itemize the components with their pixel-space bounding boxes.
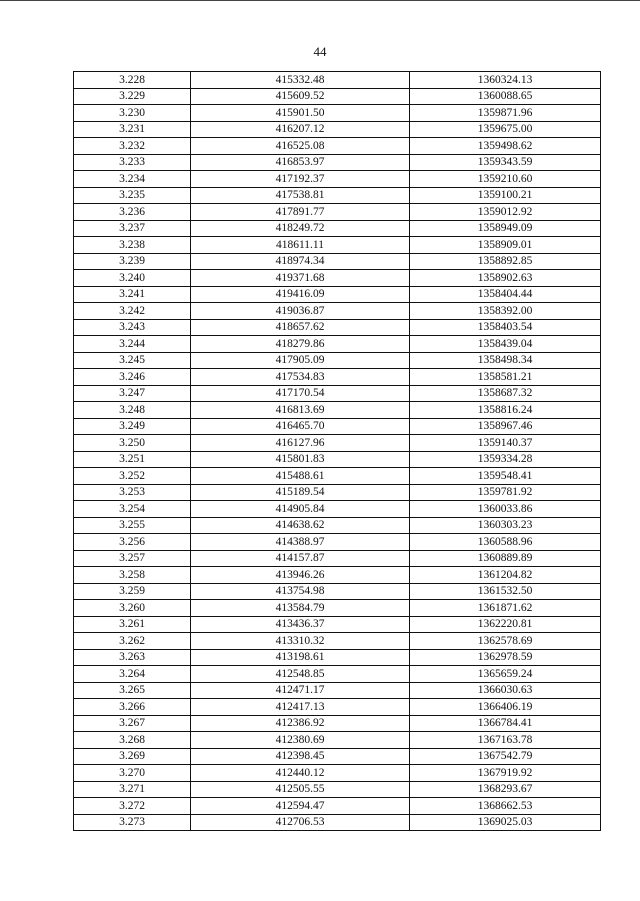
x-coordinate-cell: 415189.54 [191,484,410,501]
point-number-cell: 3.256 [74,534,191,551]
x-coordinate-cell: 419036.87 [191,303,410,320]
point-number-cell: 3.251 [74,451,191,468]
table-row [74,484,601,501]
point-number-cell: 3.262 [74,633,191,650]
y-coordinate-cell: 1360324.13 [410,72,601,89]
point-number-cell: 3.263 [74,649,191,666]
y-coordinate-cell: 1359675.00 [410,121,601,138]
point-number-cell: 3.270 [74,765,191,782]
y-coordinate-cell: 1359781.92 [410,484,601,501]
y-coordinate-cell: 1358439.04 [410,336,601,353]
x-coordinate-cell: 412380.69 [191,732,410,749]
x-coordinate-cell: 412471.17 [191,682,410,699]
coordinates-table [73,71,601,831]
y-coordinate-cell: 1359548.41 [410,468,601,485]
point-number-cell: 3.255 [74,517,191,534]
table-row [74,435,601,452]
point-number-cell: 3.264 [74,666,191,683]
y-coordinate-cell: 1358392.00 [410,303,601,320]
x-coordinate-cell: 416465.70 [191,418,410,435]
x-coordinate-cell: 415332.48 [191,72,410,89]
page-top-border [0,0,640,1]
x-coordinate-cell: 417534.83 [191,369,410,386]
x-coordinate-cell: 417192.37 [191,171,410,188]
table-row [74,402,601,419]
point-number-cell: 3.234 [74,171,191,188]
x-coordinate-cell: 415901.50 [191,105,410,122]
x-coordinate-cell: 412505.55 [191,781,410,798]
point-number-cell: 3.246 [74,369,191,386]
point-number-cell: 3.268 [74,732,191,749]
table-row [74,633,601,650]
table-row [74,550,601,567]
table-row [74,352,601,369]
point-number-cell: 3.254 [74,501,191,518]
y-coordinate-cell: 1369025.03 [410,814,601,831]
table-row [74,649,601,666]
x-coordinate-cell: 416853.97 [191,154,410,171]
point-number-cell: 3.253 [74,484,191,501]
x-coordinate-cell: 418611.11 [191,237,410,254]
x-coordinate-cell: 419416.09 [191,286,410,303]
point-number-cell: 3.233 [74,154,191,171]
y-coordinate-cell: 1367163.78 [410,732,601,749]
point-number-cell: 3.269 [74,748,191,765]
point-number-cell: 3.236 [74,204,191,221]
x-coordinate-cell: 415609.52 [191,88,410,105]
y-coordinate-cell: 1366406.19 [410,699,601,716]
x-coordinate-cell: 412548.85 [191,666,410,683]
table-row [74,187,601,204]
table-row [74,666,601,683]
y-coordinate-cell: 1367542.79 [410,748,601,765]
y-coordinate-cell: 1362978.59 [410,649,601,666]
y-coordinate-cell: 1358404.44 [410,286,601,303]
point-number-cell: 3.244 [74,336,191,353]
point-number-cell: 3.250 [74,435,191,452]
table-row [74,715,601,732]
table-row [74,616,601,633]
point-number-cell: 3.240 [74,270,191,287]
point-number-cell: 3.241 [74,286,191,303]
point-number-cell: 3.267 [74,715,191,732]
table-row [74,583,601,600]
point-number-cell: 3.231 [74,121,191,138]
table-row [74,748,601,765]
point-number-cell: 3.272 [74,798,191,815]
y-coordinate-cell: 1359334.28 [410,451,601,468]
table-row [74,204,601,221]
point-number-cell: 3.242 [74,303,191,320]
y-coordinate-cell: 1360889.89 [410,550,601,567]
table-row [74,286,601,303]
y-coordinate-cell: 1358687.32 [410,385,601,402]
point-number-cell: 3.245 [74,352,191,369]
y-coordinate-cell: 1366030.63 [410,682,601,699]
y-coordinate-cell: 1361532.50 [410,583,601,600]
table-row [74,567,601,584]
x-coordinate-cell: 418249.72 [191,220,410,237]
point-number-cell: 3.265 [74,682,191,699]
point-number-cell: 3.258 [74,567,191,584]
point-number-cell: 3.230 [74,105,191,122]
x-coordinate-cell: 413754.98 [191,583,410,600]
table-row [74,253,601,270]
y-coordinate-cell: 1358498.34 [410,352,601,369]
point-number-cell: 3.273 [74,814,191,831]
table-row [74,385,601,402]
table-row [74,699,601,716]
point-number-cell: 3.248 [74,402,191,419]
y-coordinate-cell: 1358967.46 [410,418,601,435]
x-coordinate-cell: 413584.79 [191,600,410,617]
y-coordinate-cell: 1368293.67 [410,781,601,798]
table-row [74,517,601,534]
y-coordinate-cell: 1365659.24 [410,666,601,683]
x-coordinate-cell: 415488.61 [191,468,410,485]
point-number-cell: 3.261 [74,616,191,633]
table-row [74,154,601,171]
point-number-cell: 3.266 [74,699,191,716]
point-number-cell: 3.257 [74,550,191,567]
table-row [74,781,601,798]
table-row [74,270,601,287]
y-coordinate-cell: 1359012.92 [410,204,601,221]
x-coordinate-cell: 414905.84 [191,501,410,518]
y-coordinate-cell: 1360588.96 [410,534,601,551]
y-coordinate-cell: 1366784.41 [410,715,601,732]
y-coordinate-cell: 1358816.24 [410,402,601,419]
point-number-cell: 3.238 [74,237,191,254]
page-number: 44 [313,44,327,59]
table-row [74,171,601,188]
x-coordinate-cell: 417538.81 [191,187,410,204]
x-coordinate-cell: 417891.77 [191,204,410,221]
x-coordinate-cell: 416207.12 [191,121,410,138]
x-coordinate-cell: 412594.47 [191,798,410,815]
coordinates-table-body [74,72,601,831]
y-coordinate-cell: 1368662.53 [410,798,601,815]
table-row [74,220,601,237]
table-row [74,418,601,435]
x-coordinate-cell: 416127.96 [191,435,410,452]
table-row [74,303,601,320]
x-coordinate-cell: 418974.34 [191,253,410,270]
y-coordinate-cell: 1359210.60 [410,171,601,188]
table-row [74,600,601,617]
x-coordinate-cell: 416525.08 [191,138,410,155]
y-coordinate-cell: 1358892.85 [410,253,601,270]
point-number-cell: 3.243 [74,319,191,336]
x-coordinate-cell: 415801.83 [191,451,410,468]
table-row [74,72,601,89]
x-coordinate-cell: 417170.54 [191,385,410,402]
y-coordinate-cell: 1358949.09 [410,220,601,237]
y-coordinate-cell: 1359343.59 [410,154,601,171]
x-coordinate-cell: 418279.86 [191,336,410,353]
point-number-cell: 3.235 [74,187,191,204]
y-coordinate-cell: 1361204.82 [410,567,601,584]
y-coordinate-cell: 1360088.65 [410,88,601,105]
x-coordinate-cell: 414157.87 [191,550,410,567]
point-number-cell: 3.260 [74,600,191,617]
table-row [74,534,601,551]
y-coordinate-cell: 1360303.23 [410,517,601,534]
table-row [74,765,601,782]
x-coordinate-cell: 413946.26 [191,567,410,584]
y-coordinate-cell: 1359498.62 [410,138,601,155]
table-row [74,237,601,254]
x-coordinate-cell: 413310.32 [191,633,410,650]
x-coordinate-cell: 419371.68 [191,270,410,287]
x-coordinate-cell: 416813.69 [191,402,410,419]
table-row [74,501,601,518]
x-coordinate-cell: 414638.62 [191,517,410,534]
table-row [74,468,601,485]
table-row [74,319,601,336]
x-coordinate-cell: 412386.92 [191,715,410,732]
table-row [74,732,601,749]
y-coordinate-cell: 1359100.21 [410,187,601,204]
table-row [74,121,601,138]
y-coordinate-cell: 1359871.96 [410,105,601,122]
table-row [74,138,601,155]
point-number-cell: 3.247 [74,385,191,402]
y-coordinate-cell: 1362578.69 [410,633,601,650]
y-coordinate-cell: 1360033.86 [410,501,601,518]
table-row [74,88,601,105]
point-number-cell: 3.249 [74,418,191,435]
point-number-cell: 3.232 [74,138,191,155]
y-coordinate-cell: 1359140.37 [410,435,601,452]
table-row [74,369,601,386]
point-number-cell: 3.252 [74,468,191,485]
x-coordinate-cell: 418657.62 [191,319,410,336]
y-coordinate-cell: 1361871.62 [410,600,601,617]
y-coordinate-cell: 1358902.63 [410,270,601,287]
table-row [74,336,601,353]
point-number-cell: 3.239 [74,253,191,270]
y-coordinate-cell: 1358909.01 [410,237,601,254]
table-row [74,105,601,122]
x-coordinate-cell: 413198.61 [191,649,410,666]
y-coordinate-cell: 1367919.92 [410,765,601,782]
table-row [74,451,601,468]
point-number-cell: 3.271 [74,781,191,798]
table-row [74,682,601,699]
x-coordinate-cell: 412398.45 [191,748,410,765]
x-coordinate-cell: 417905.09 [191,352,410,369]
x-coordinate-cell: 414388.97 [191,534,410,551]
x-coordinate-cell: 412417.13 [191,699,410,716]
x-coordinate-cell: 412440.12 [191,765,410,782]
table-row [74,814,601,831]
y-coordinate-cell: 1358581.21 [410,369,601,386]
point-number-cell: 3.228 [74,72,191,89]
x-coordinate-cell: 413436.37 [191,616,410,633]
x-coordinate-cell: 412706.53 [191,814,410,831]
point-number-cell: 3.237 [74,220,191,237]
table-row [74,798,601,815]
point-number-cell: 3.259 [74,583,191,600]
point-number-cell: 3.229 [74,88,191,105]
y-coordinate-cell: 1358403.54 [410,319,601,336]
y-coordinate-cell: 1362220.81 [410,616,601,633]
